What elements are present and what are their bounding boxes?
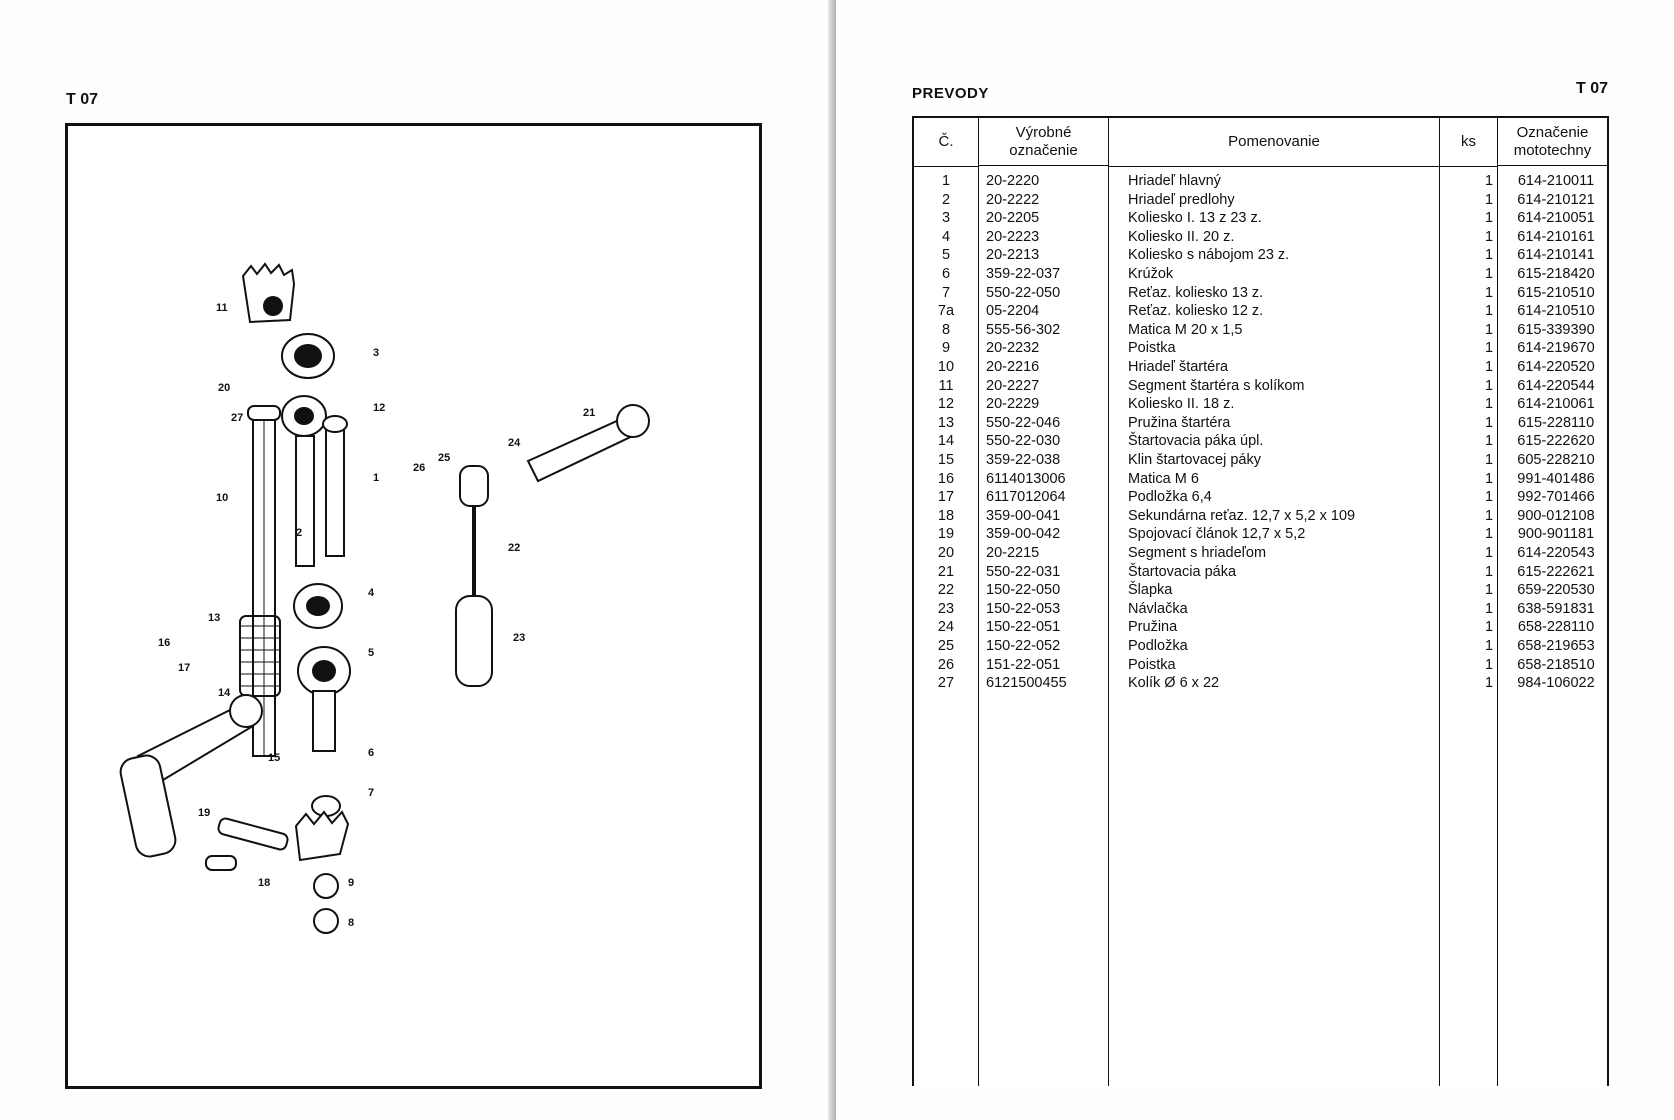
row-name: Podložka 6,4	[1128, 489, 1212, 506]
row-quantity: 1	[1484, 526, 1494, 543]
callout-3: 3	[373, 347, 380, 359]
row-name: Matica M 6	[1128, 470, 1199, 487]
table-row	[914, 525, 1607, 544]
row-number: 4	[941, 228, 951, 245]
callout-8: 8	[348, 917, 355, 929]
section-title: PREVODY	[912, 85, 989, 102]
table-row	[914, 321, 1607, 340]
row-quantity: 1	[1484, 321, 1494, 338]
table-row	[914, 209, 1607, 228]
row-quantity: 1	[1484, 563, 1494, 580]
header-moto-no: Označenie mototechny	[1498, 118, 1607, 166]
row-moto-number: 615-222621	[1517, 563, 1595, 580]
row-quantity: 1	[1484, 173, 1494, 189]
table-row	[914, 395, 1607, 414]
table-row	[914, 265, 1607, 284]
row-part-number: 550-22-030	[986, 433, 1061, 450]
row-number: 13	[937, 414, 955, 431]
segment-gear-drawing	[243, 264, 294, 322]
row-moto-number: 615-228110	[1517, 414, 1595, 431]
row-quantity: 1	[1484, 545, 1494, 561]
row-part-number: 20-2222	[986, 191, 1040, 208]
callout-2: 2	[296, 527, 303, 539]
row-part-number: 550-22-046	[986, 414, 1061, 431]
row-moto-number: 615-218420	[1517, 266, 1595, 282]
row-moto-number: 900-012108	[1517, 507, 1595, 524]
row-part-number: 359-22-038	[986, 452, 1061, 468]
row-name: Matica M 20 x 1,5	[1128, 321, 1243, 338]
callout-11: 11	[216, 302, 228, 314]
row-part-number: 20-2216	[986, 359, 1040, 375]
row-moto-number: 614-220543	[1517, 545, 1595, 561]
kick-lever-upper-drawing	[456, 405, 649, 686]
row-moto-number: 984-106022	[1517, 675, 1595, 692]
row-name: Koliesko II. 20 z.	[1128, 228, 1235, 245]
callout-5: 5	[368, 647, 375, 659]
row-name: Hriadeľ hlavný	[1128, 173, 1221, 189]
row-part-number: 20-2205	[986, 210, 1040, 227]
table-row	[914, 600, 1607, 619]
row-part-number: 150-22-053	[986, 600, 1061, 617]
row-part-number: 20-2223	[986, 228, 1040, 245]
row-name: Štartovacia páka	[1128, 563, 1237, 580]
row-quantity: 1	[1484, 619, 1494, 636]
callout-14: 14	[218, 687, 231, 699]
table-row	[914, 339, 1607, 358]
row-name: Segment štartéra s kolíkom	[1128, 377, 1305, 394]
row-moto-number: 615-210510	[1517, 284, 1595, 301]
row-part-number: 550-22-050	[986, 284, 1061, 301]
gear-stack-drawing	[282, 334, 347, 566]
row-number: 24	[937, 619, 955, 636]
page-code: T 07	[1576, 80, 1609, 97]
row-number: 23	[937, 600, 955, 617]
row-number: 25	[937, 638, 955, 654]
row-moto-number: 614-210121	[1517, 191, 1595, 208]
row-name: Hriadeľ predlohy	[1128, 191, 1235, 208]
row-quantity: 1	[1484, 582, 1494, 599]
table-row	[914, 191, 1607, 210]
row-quantity: 1	[1484, 396, 1494, 413]
row-moto-number: 614-210051	[1517, 210, 1595, 227]
row-moto-number: 614-210011	[1517, 173, 1595, 189]
row-quantity: 1	[1484, 247, 1494, 264]
row-moto-number: 614-220520	[1517, 359, 1595, 375]
table-row	[914, 656, 1607, 675]
row-number: 15	[937, 452, 955, 468]
row-part-number: 359-00-041	[986, 507, 1061, 524]
row-number: 27	[937, 675, 955, 692]
callout-13: 13	[208, 612, 221, 624]
table-row	[914, 507, 1607, 526]
row-quantity: 1	[1484, 507, 1494, 524]
row-moto-number: 638-591831	[1517, 600, 1595, 617]
left-page	[0, 0, 836, 1120]
table-row	[914, 544, 1607, 563]
callout-15: 15	[268, 752, 281, 764]
callout-7: 7	[368, 787, 375, 799]
row-number: 22	[937, 582, 955, 599]
table-row	[914, 377, 1607, 396]
row-moto-number: 991-401486	[1517, 470, 1595, 487]
row-quantity: 1	[1484, 284, 1494, 301]
table-row	[914, 637, 1607, 656]
row-part-number: 20-2227	[986, 377, 1040, 394]
table-row	[914, 618, 1607, 637]
row-moto-number: 614-220544	[1517, 377, 1595, 394]
row-number: 19	[937, 526, 955, 543]
callout-12: 12	[373, 402, 386, 414]
row-number: 21	[937, 563, 955, 580]
row-quantity: 1	[1484, 433, 1494, 450]
row-part-number: 20-2220	[986, 173, 1040, 189]
callout-21: 21	[583, 407, 596, 419]
row-part-number: 359-00-042	[986, 526, 1061, 543]
row-part-number: 20-2215	[986, 545, 1040, 561]
row-name: Koliesko II. 18 z.	[1128, 396, 1235, 413]
row-name: Spojovací článok 12,7 x 5,2	[1128, 526, 1306, 543]
row-moto-number: 614-219670	[1517, 340, 1595, 357]
chain-drawing	[206, 817, 289, 870]
row-number: 7a	[937, 303, 955, 320]
row-quantity: 1	[1484, 452, 1494, 468]
callout-26: 26	[413, 462, 426, 474]
exploded-diagram-frame	[65, 123, 762, 1089]
row-quantity: 1	[1484, 600, 1494, 617]
row-name: Koliesko I. 13 z 23 z.	[1128, 210, 1262, 227]
row-part-number: 550-22-031	[986, 563, 1061, 580]
row-name: Poistka	[1128, 340, 1176, 357]
row-number: 11	[938, 377, 954, 394]
table-row	[914, 563, 1607, 582]
row-part-number: 150-22-052	[986, 638, 1061, 654]
callout-23: 23	[513, 632, 526, 644]
callout-4: 4	[368, 587, 375, 599]
row-part-number: 151-22-051	[986, 656, 1061, 673]
row-number: 17	[937, 489, 955, 506]
row-moto-number: 992-701466	[1517, 489, 1595, 506]
callout-10: 10	[216, 492, 229, 504]
row-moto-number: 615-339390	[1517, 321, 1595, 338]
callout-18: 18	[258, 877, 271, 889]
callout-1: 1	[373, 472, 380, 484]
row-name: Sekundárna reťaz. 12,7 x 5,2 x 109	[1128, 507, 1356, 524]
row-quantity: 1	[1484, 675, 1494, 692]
page-code: T 07	[66, 91, 99, 108]
callout-9: 9	[348, 877, 355, 889]
row-part-number: 6121500455	[986, 675, 1067, 692]
callout-27: 27	[231, 412, 244, 424]
row-moto-number: 615-222620	[1517, 433, 1595, 450]
row-name: Návlačka	[1128, 600, 1188, 617]
row-moto-number: 614-210141	[1517, 247, 1595, 264]
table-row	[914, 172, 1607, 191]
row-number: 1	[941, 173, 951, 189]
row-quantity: 1	[1484, 377, 1494, 394]
row-number: 7	[941, 284, 951, 301]
row-quantity: 1	[1484, 470, 1494, 487]
row-moto-number: 614-210510	[1517, 303, 1595, 320]
row-name: Poistka	[1128, 656, 1176, 673]
callout-19: 19	[198, 807, 211, 819]
parts-table	[912, 116, 1609, 1086]
row-quantity: 1	[1484, 638, 1494, 654]
row-name: Reťaz. koliesko 12 z.	[1128, 303, 1264, 320]
row-part-number: 05-2204	[986, 303, 1040, 320]
table-row	[914, 581, 1607, 600]
row-part-number: 20-2213	[986, 247, 1040, 264]
row-quantity: 1	[1484, 266, 1494, 282]
row-quantity: 1	[1484, 656, 1494, 673]
row-number: 26	[937, 656, 955, 673]
row-name: Podložka	[1128, 638, 1188, 654]
row-number: 3	[941, 210, 951, 227]
row-name: Štartovacia páka úpl.	[1128, 433, 1264, 450]
table-row	[914, 284, 1607, 303]
row-part-number: 20-2229	[986, 396, 1040, 413]
exploded-parts-diagram	[68, 126, 759, 1086]
row-number: 2	[941, 191, 951, 208]
callout-17: 17	[178, 662, 191, 674]
lower-gears-drawing	[294, 584, 350, 751]
header-qty: ks	[1440, 118, 1497, 167]
table-row	[914, 414, 1607, 433]
callout-25: 25	[438, 452, 451, 464]
row-quantity: 1	[1484, 340, 1494, 357]
table-row	[914, 246, 1607, 265]
row-quantity: 1	[1484, 489, 1494, 506]
row-number: 12	[937, 396, 955, 413]
row-moto-number: 605-228210	[1517, 452, 1595, 468]
row-moto-number: 614-210161	[1517, 228, 1595, 245]
row-number: 18	[937, 507, 955, 524]
row-part-number: 20-2232	[986, 340, 1040, 357]
row-name: Hriadeľ štartéra	[1128, 359, 1229, 375]
callout-20: 20	[218, 382, 231, 394]
header-part-no: Výrobné označenie	[979, 118, 1108, 166]
row-moto-number: 900-901181	[1517, 526, 1595, 543]
table-row	[914, 470, 1607, 489]
row-part-number: 6114013006	[986, 470, 1066, 487]
row-number: 9	[941, 340, 951, 357]
table-row	[914, 432, 1607, 451]
row-part-number: 150-22-051	[986, 619, 1061, 636]
table-row	[914, 674, 1607, 693]
sprocket-drawing	[296, 796, 348, 933]
row-quantity: 1	[1484, 359, 1494, 375]
table-row	[914, 302, 1607, 321]
callout-22: 22	[508, 542, 521, 554]
row-moto-number: 658-219653	[1517, 638, 1595, 654]
row-part-number: 150-22-050	[986, 582, 1061, 599]
row-name: Pružina	[1128, 619, 1178, 636]
table-row	[914, 228, 1607, 247]
row-number: 8	[941, 321, 951, 338]
row-quantity: 1	[1484, 414, 1494, 431]
row-number: 10	[937, 359, 955, 375]
row-quantity: 1	[1484, 210, 1494, 227]
row-name: Segment s hriadeľom	[1128, 545, 1267, 561]
row-quantity: 1	[1484, 228, 1494, 245]
row-name: Kolík Ø 6 x 22	[1128, 675, 1220, 692]
callout-6: 6	[368, 747, 375, 759]
callout-24: 24	[508, 437, 521, 449]
row-moto-number: 658-228110	[1517, 619, 1595, 636]
row-part-number: 555-56-302	[986, 321, 1061, 338]
row-part-number: 359-22-037	[986, 266, 1061, 282]
row-name: Reťaz. koliesko 13 z.	[1128, 284, 1264, 301]
header-name: Pomenovanie	[1109, 118, 1439, 167]
callout-16: 16	[158, 637, 171, 649]
row-name: Krúžok	[1128, 266, 1174, 282]
row-moto-number: 658-218510	[1517, 656, 1595, 673]
table-row	[914, 451, 1607, 470]
row-number: 6	[941, 266, 951, 282]
table-row	[914, 358, 1607, 377]
row-name: Pružina štartéra	[1128, 414, 1231, 431]
row-name: Koliesko s nábojom 23 z.	[1128, 247, 1290, 264]
row-name: Klin štartovacej páky	[1128, 452, 1261, 468]
row-quantity: 1	[1484, 191, 1494, 208]
table-row	[914, 488, 1607, 507]
row-name: Šlapka	[1128, 582, 1173, 599]
header-no: Č.	[914, 118, 978, 167]
row-number: 20	[937, 545, 955, 561]
row-number: 5	[941, 247, 951, 264]
row-number: 16	[937, 470, 955, 487]
row-number: 14	[937, 433, 955, 450]
row-part-number: 6117012064	[986, 489, 1066, 506]
row-moto-number: 659-220530	[1517, 582, 1595, 599]
row-moto-number: 614-210061	[1517, 396, 1595, 413]
row-quantity: 1	[1484, 303, 1494, 320]
